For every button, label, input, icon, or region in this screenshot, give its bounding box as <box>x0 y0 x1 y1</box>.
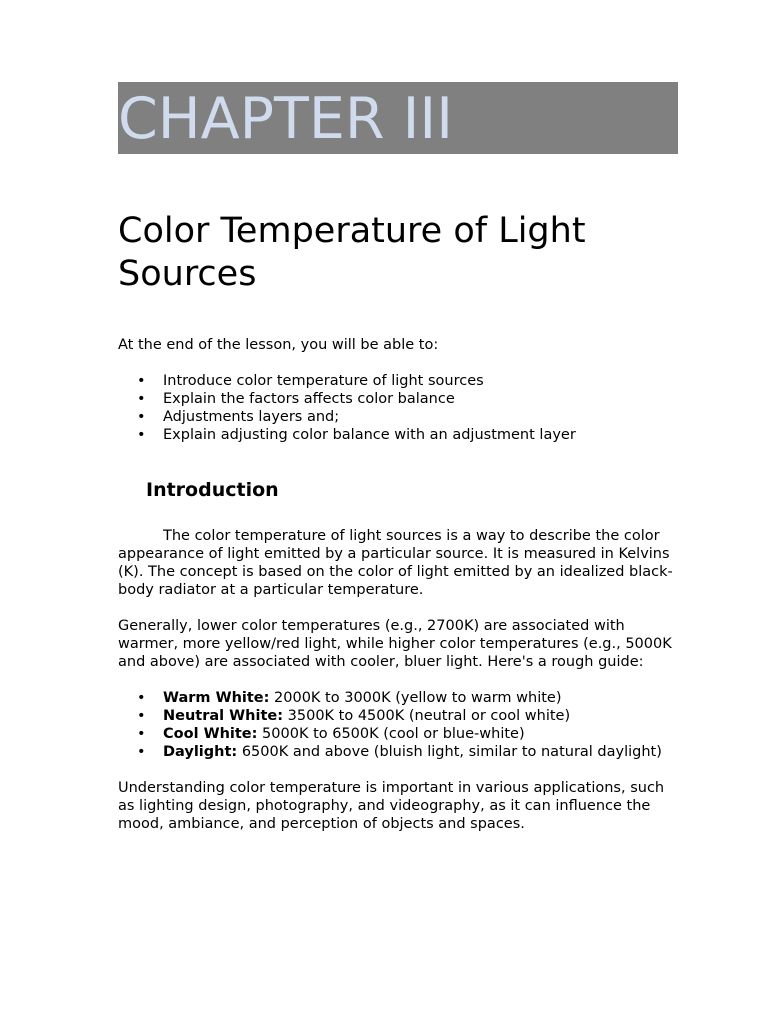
bullet-icon: • <box>137 726 146 742</box>
list-item <box>118 372 678 390</box>
guide-desc: 3500K to 4500K (neutral or cool white) <box>287 708 571 724</box>
list-item <box>118 725 678 743</box>
bullet-icon: • <box>137 744 146 760</box>
section-heading-introduction: Introduction <box>146 479 279 501</box>
list-item <box>118 707 678 725</box>
list-item-text: Explain adjusting color balance with an adjustment layer <box>163 427 576 443</box>
document-title: Color Temperature of Light Sources <box>118 211 586 294</box>
list-item-text: Explain the factors affects color balance <box>163 391 455 407</box>
list-item <box>118 689 678 707</box>
objectives-lead: At the end of the lesson, you will be able to: <box>118 337 439 353</box>
chapter-banner <box>118 82 678 154</box>
list-item-text: Introduce color temperature of light sources <box>163 373 484 389</box>
list-item-text: Adjustments layers and; <box>163 409 340 425</box>
chapter-title: CHAPTER III <box>118 86 454 152</box>
guide-term: Cool White: <box>163 726 258 742</box>
guide-desc: 5000K to 6500K (cool or blue-white) <box>262 726 525 742</box>
guide-term: Warm White: <box>163 690 270 706</box>
bullet-icon: • <box>137 391 146 407</box>
list-item <box>118 408 678 426</box>
document-page <box>118 82 678 833</box>
guide-desc: 2000K to 3000K (yellow to warm white) <box>274 690 562 706</box>
list-item <box>118 426 678 444</box>
bullet-icon: • <box>137 690 146 706</box>
intro-paragraph: The color temperature of light sources is a way to describe the color appearance of light emitted by a particular source. It is measured in Kelvins (K). The concept is based on the color of light emitted by an idealized black-body radiator at a particular temperature. <box>118 528 673 598</box>
guide-term: Daylight: <box>163 744 238 760</box>
color-temperature-guide <box>118 689 678 761</box>
conclusion-paragraph: Understanding color temperature is important in various applications, such as lighting design, photography, and videography, as it can influence the mood, ambiance, and perception of objects and spaces. <box>118 780 665 832</box>
objectives-list <box>118 372 678 444</box>
guide-term: Neutral White: <box>163 708 284 724</box>
bullet-icon: • <box>137 373 146 389</box>
bullet-icon: • <box>137 409 146 425</box>
list-item <box>118 743 678 761</box>
bullet-icon: • <box>137 708 146 724</box>
guide-desc: 6500K and above (bluish light, similar to natural daylight) <box>241 744 662 760</box>
bullet-icon: • <box>137 427 146 443</box>
guide-paragraph: Generally, lower color temperatures (e.g., 2700K) are associated with warmer, more yellow/red light, while higher color temperatures (e.g., 5000K and above) are associated with cooler, bluer light. Here's a rough guide: <box>118 618 672 670</box>
list-item <box>118 390 678 408</box>
